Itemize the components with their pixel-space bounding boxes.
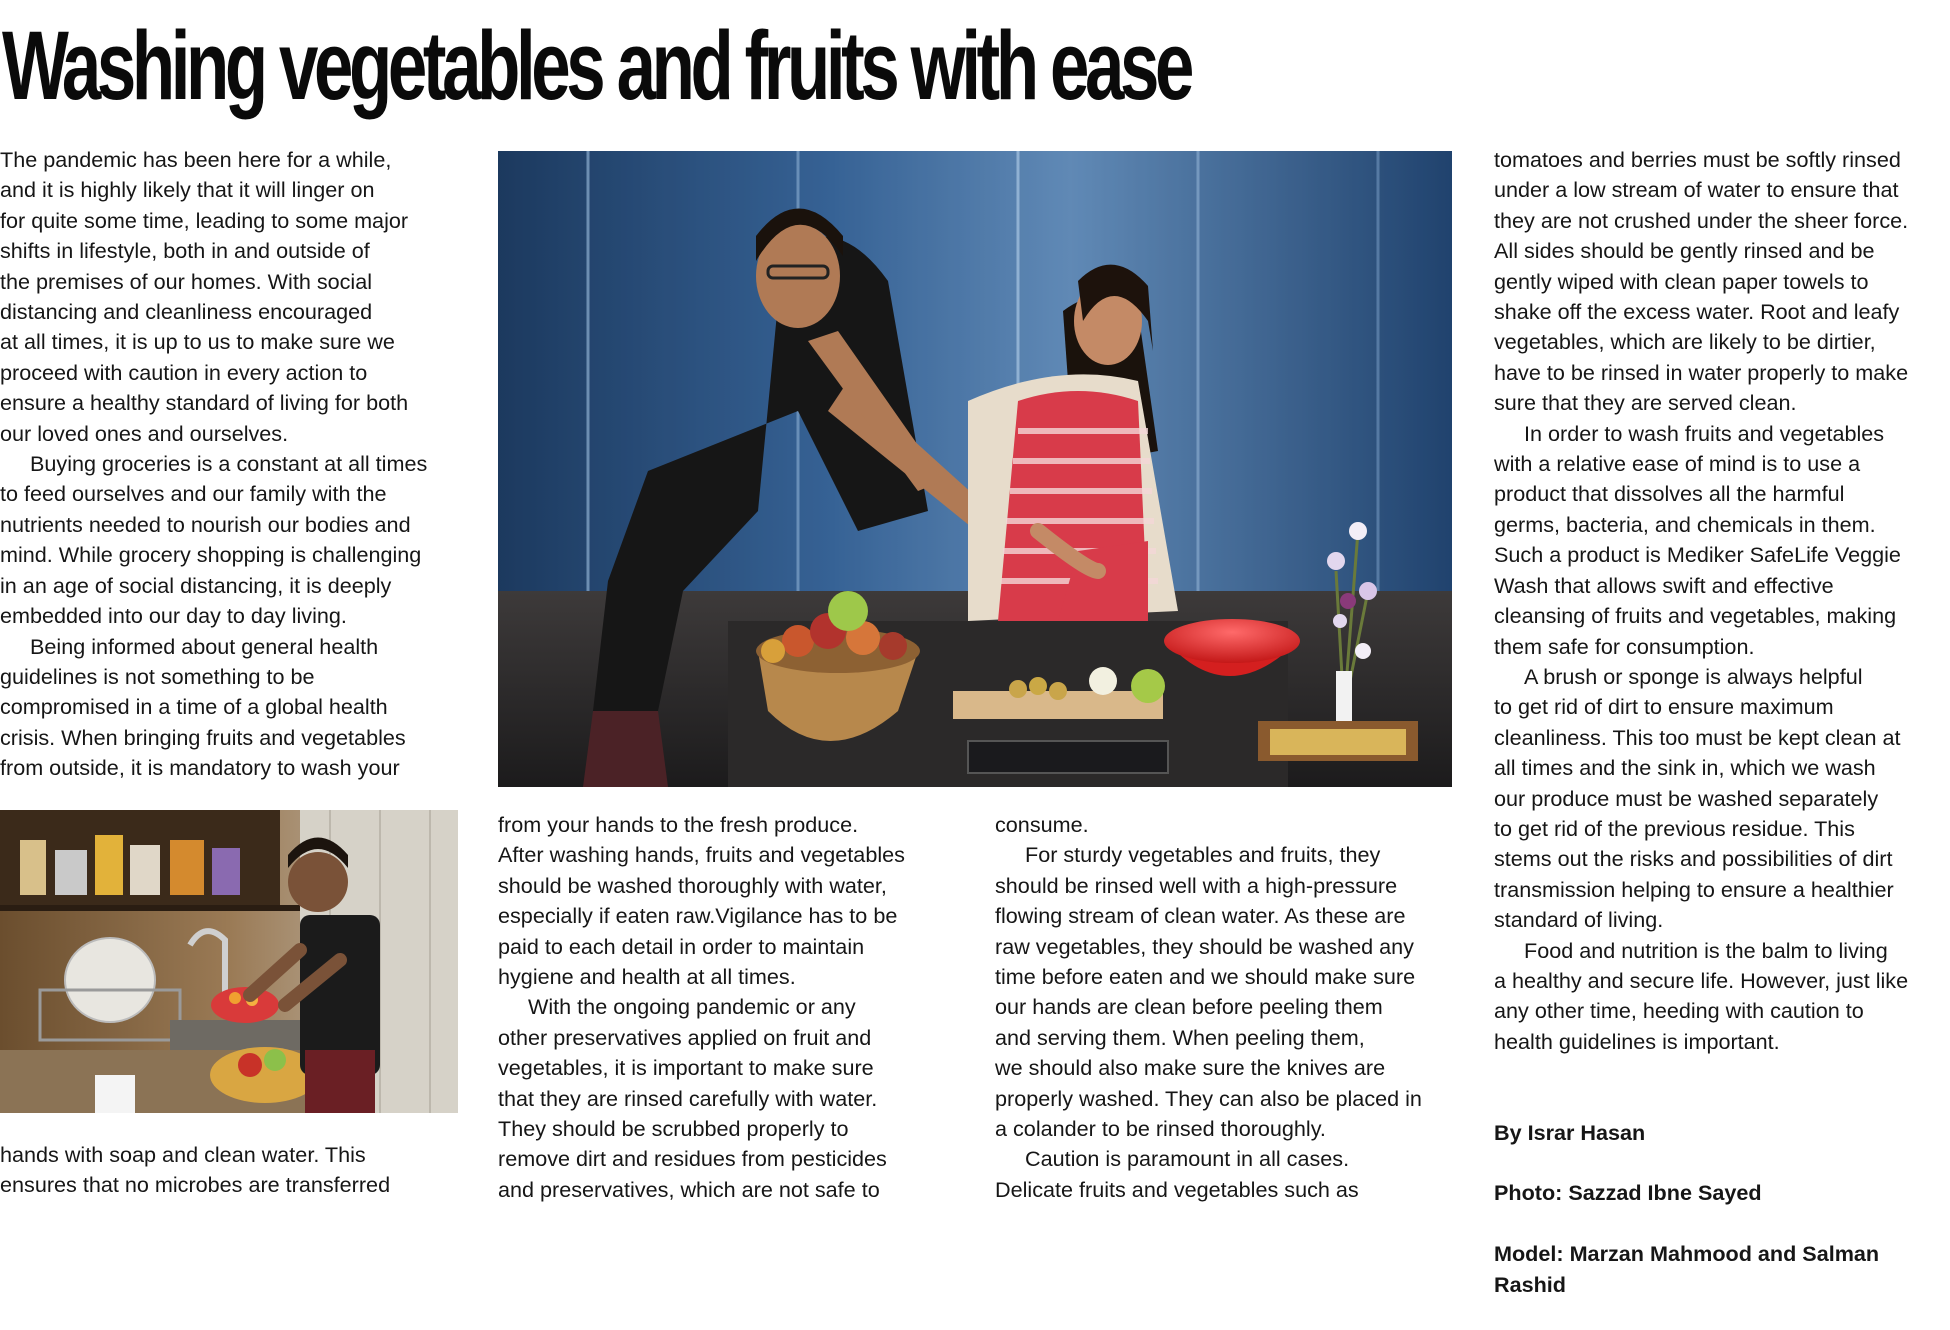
column-4 — [1494, 145, 1950, 1330]
column-2 — [498, 810, 950, 1205]
byline-photo: Photo: Sazzad Ibne Sayed — [1494, 1180, 1762, 1206]
byline-model: Model: Marzan Mahmood and Salman Rashid — [1494, 1241, 1880, 1297]
paragraph: With the ongoing pandemic or any other preservatives applied on fruit and vegetables, it is important to make sure that they are rinsed carefully with water. They should be scrubbed properly to remove dirt and residues from pesticides and preservatives, which are not safe to — [498, 994, 887, 1202]
paragraph: For sturdy vegetables and fruits, they should be rinsed well with a high-pressure flowing stream of clean water. As these are raw vegetables, they should be washed any time before eaten and we should make sure our hands are clean before peeling them and serving them. When peeling them, we should also make sure the knives are properly washed. They can also be placed in a colander to be rinsed thoroughly. — [995, 842, 1422, 1142]
byline — [1494, 1087, 1950, 1330]
paragraph: Caution is paramount in all cases. Delicate fruits and vegetables such as — [995, 1146, 1359, 1202]
byline-author: By Israr Hasan — [1494, 1119, 1646, 1145]
paragraph: tomatoes and berries must be softly rinsed under a low stream of water to ensure that they are not crushed under the sheer force. All sides should be gently rinsed and be gently wiped with clean paper towels to shake off the excess water. Root and leafy vegetables, which are likely to be dirtier, have to be rinsed in water properly to make sure that they are served clean. — [1494, 147, 1909, 416]
paragraph: In order to wash fruits and vegetables with a relative ease of mind is to use a product that dissolves all the harmful germs, bacteria, and chemicals in them. Such a product is Mediker SafeLife Veggie Wash that allows swift and effective cleansing of fruits and vegetables, making them safe for consumption. — [1494, 420, 1901, 659]
paragraph: from your hands to the fresh produce. After washing hands, fruits and vegetables should be washed thoroughly with water, especially if eaten raw.Vigilance has to be paid to each detail in order to maintain hygiene and health at all times. — [498, 812, 905, 990]
column-3 — [995, 810, 1455, 1205]
paragraph: A brush or sponge is always helpful to get rid of dirt to ensure maximum cleanliness. This too must be kept clean at all times and the sink in, which we wash our produce must be washed separately to get rid of the previous residue. This stems out the risks and possibilities of dirt transmission helping to ensure a healthier standard of living. — [1494, 663, 1901, 933]
paragraph: consume. — [995, 812, 1089, 837]
kitchen-photo — [498, 151, 1452, 787]
paragraph: Buying groceries is a constant at all times to feed ourselves and our family with the nutrients needed to nourish our bodies and mind. While grocery shopping is challenging in an age of social distancing, it is deeply embedded into our day to day living. — [0, 451, 428, 629]
paragraph: Being informed about general health guidelines is not something to be compromised in a time of a global health crisis. When bringing fruits and vegetables from outside, it is mandatory to wash your — [0, 633, 406, 781]
column-1-top — [0, 145, 460, 784]
paragraph: hands with soap and clean water. This ensures that no microbes are transferred — [0, 1142, 391, 1198]
sink-photo — [0, 810, 458, 1113]
headline: Washing vegetables and fruits with ease — [2, 11, 1191, 120]
column-1-bottom — [0, 1140, 460, 1201]
paragraph: The pandemic has been here for a while, and it is highly likely that it will linger on for quite some time, leading to some major shifts in lifestyle, both in and outside of the premises of our homes. With social distancing and cleanliness encouraged at all times, it is up to us to make sure we proceed with caution in every action to ensure a healthy standard of living for both our loved ones and ourselves. — [0, 147, 409, 446]
paragraph: Food and nutrition is the balm to living a healthy and secure life. However, just like any other time, heeding with caution to health guidelines is important. — [1494, 937, 1909, 1054]
